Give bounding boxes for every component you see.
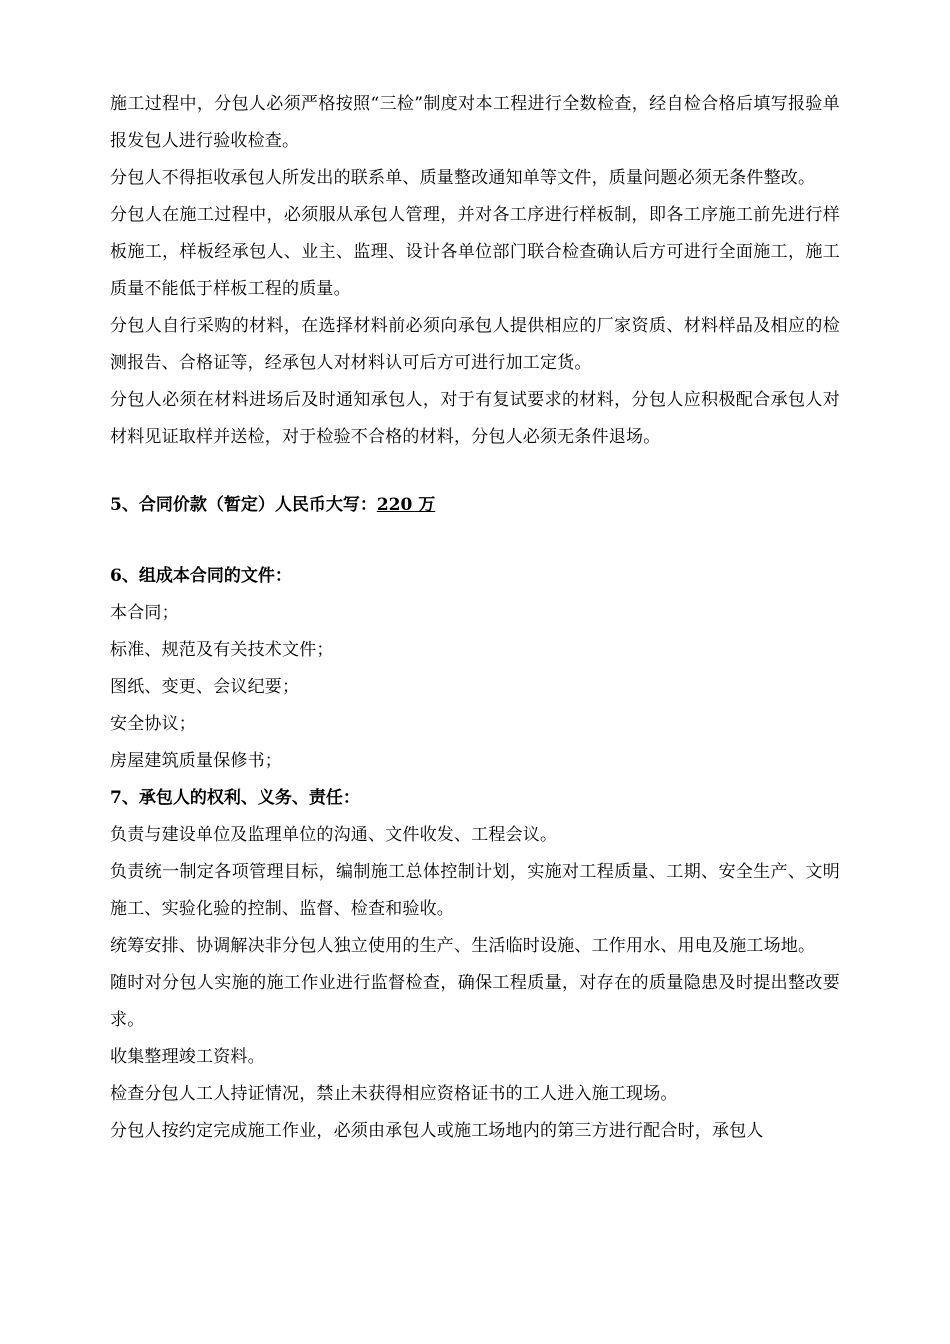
intro-paragraph-1: 施工过程中，分包人必须严格按照“三检”制度对本工程进行全数检查，经自检合格后填写报验单报发包人进行验收检查。 xyxy=(110,94,840,151)
spacer xyxy=(110,456,840,487)
section7-item: 统筹安排、协调解决非分包人独立使用的生产、生活临时设施、工作用水、用电及施工场地。 xyxy=(110,936,816,956)
contract-amount: 220 万 xyxy=(376,495,436,515)
section6-item: 安全协议； xyxy=(110,714,196,734)
section6-item: 本合同； xyxy=(110,603,179,623)
intro-paragraph-5: 分包人必须在材料进场后及时通知承包人，对于有复试要求的材料，分包人应积极配合承包人对材料见证取样并送检，对于检验不合格的材料，分包人必须无条件退场。 xyxy=(110,390,840,447)
intro-paragraph-2: 分包人不得拒收承包人所发出的联系单、质量整改通知单等文件，质量问题必须无条件整改。 xyxy=(110,168,816,188)
section6-heading: 6、组成本合同的文件： xyxy=(110,566,292,586)
section7-item: 负责统一制定各项管理目标，编制施工总体控制计划，实施对工程质量、工期、安全生产、文明施工、实验化验的控制、监督、检查和验收。 xyxy=(110,862,840,919)
document-page xyxy=(110,86,840,1150)
section5-heading-text: 5、合同价款（暂定）人民币大写： xyxy=(110,495,377,515)
section7-item: 负责与建设单位及监理单位的沟通、文件收发、工程会议。 xyxy=(110,825,558,845)
section5-heading xyxy=(110,487,840,524)
section7-item: 随时对分包人实施的施工作业进行监督检查，确保工程质量，对存在的质量隐患及时提出整改要求。 xyxy=(110,973,840,1030)
section6-item: 标准、规范及有关技术文件； xyxy=(110,640,334,660)
section6-item: 图纸、变更、会议纪要； xyxy=(110,677,300,697)
section7-heading: 7、承包人的权利、义务、责任： xyxy=(110,788,360,808)
spacer xyxy=(110,524,840,558)
section7-item: 检查分包人工人持证情况，禁止未获得相应资格证书的工人进入施工现场。 xyxy=(110,1084,678,1104)
intro-paragraph-4: 分包人自行采购的材料，在选择材料前必须向承包人提供相应的厂家资质、材料样品及相应的检测报告、合格证等，经承包人对材料认可后方可进行加工定货。 xyxy=(110,316,840,373)
section7-item: 收集整理竣工资料。 xyxy=(110,1047,265,1067)
section7-item: 分包人按约定完成施工作业，必须由承包人或施工场地内的第三方进行配合时，承包人 xyxy=(110,1121,764,1141)
intro-paragraph-3: 分包人在施工过程中，必须服从承包人管理，并对各工序进行样板制，即各工序施工前先进行样板施工，样板经承包人、业主、监理、设计各单位部门联合检查确认后方可进行全面施工，施工质量不能低于样板工程的质量。 xyxy=(110,205,840,299)
section6-item: 房屋建筑质量保修书； xyxy=(110,751,282,771)
